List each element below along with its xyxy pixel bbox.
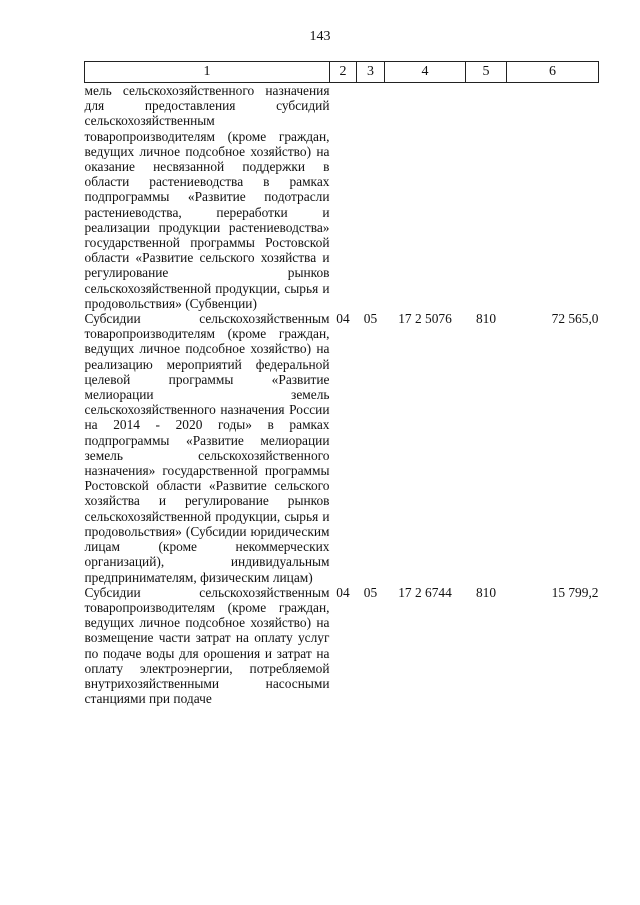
row-amount: 72 565,0: [551, 311, 599, 327]
row-amount: 15 799,2: [551, 584, 599, 600]
row-expense-type: 810: [475, 584, 497, 600]
page-number: 143: [309, 29, 331, 44]
table-header: [85, 62, 599, 83]
header-col-1: 1: [85, 62, 330, 83]
row-section: 04: [336, 584, 350, 600]
row-target-article: 17 2 5076: [398, 311, 452, 327]
row-description: Субсидии сельскохозяйственным товаропроизводителям (кроме граждан, ведущих личное подсобное хозяйство) на реализацию мероприятий федеральной целевой программы «Развитие мелиорации земель сельскохозяйственного назначения России на 2014 - 2020 годы» в рамках подпрограммы «Развитие мелиорации земель сельскохозяйственного назначения» государственной программы Ростовской области «Развитие сельского хозяйства и регулирование рынков сельскохозяйственной продукции, сырья и продовольствия» (Субсидии юридическим лицам (кроме некоммерческих организаций), индивидуальным предпринимателям, физическим лицам): [84, 311, 330, 585]
row-description: мель сельскохозяйственного назначения для предоставления субсидий сельскохозяйственным товаропроизводителям (кроме граждан, ведущих личное подсобное хозяйство) на оказание несвязанной поддержки в области растениеводства в рамках подпрограммы «Развитие подотрасли растениеводства, переработки и реализации продукции растениеводства» государственной программы Ростовской области «Развитие сельского хозяйства и регулирование рынков сельскохозяйственной продукции, сырья и продовольствия» (Субвенции): [84, 83, 330, 311]
table-row: [85, 83, 599, 312]
row-section: 04: [336, 311, 350, 327]
table-row: [85, 585, 599, 707]
table-body: [85, 83, 599, 707]
row-amount: [507, 83, 599, 312]
row-target-article: [385, 83, 466, 312]
header-col-4: 4: [385, 62, 466, 83]
table-row: [85, 311, 599, 585]
row-subsection: [357, 83, 385, 312]
row-expense-type: 810: [475, 311, 497, 327]
header-col-3: 3: [357, 62, 385, 83]
budget-table: [84, 61, 599, 706]
row-target-article: 17 2 6744: [398, 584, 452, 600]
row-section: [330, 83, 357, 312]
header-col-6: 6: [507, 62, 599, 83]
row-subsection: 05: [363, 584, 378, 600]
row-subsection: 05: [363, 311, 378, 327]
header-col-2: 2: [330, 62, 357, 83]
row-description: Субсидии сельскохозяйственным товаропроизводителям (кроме граждан, ведущих личное подсобное хозяйство) на возмещение части затрат на оплату услуг по подаче воды для орошения и затрат на оплату электроэнергии, потребляемой внутрихозяйственными насосными станциями при подаче: [84, 584, 330, 707]
header-row: [85, 62, 599, 83]
row-expense-type: [466, 83, 507, 312]
header-col-5: 5: [466, 62, 507, 83]
